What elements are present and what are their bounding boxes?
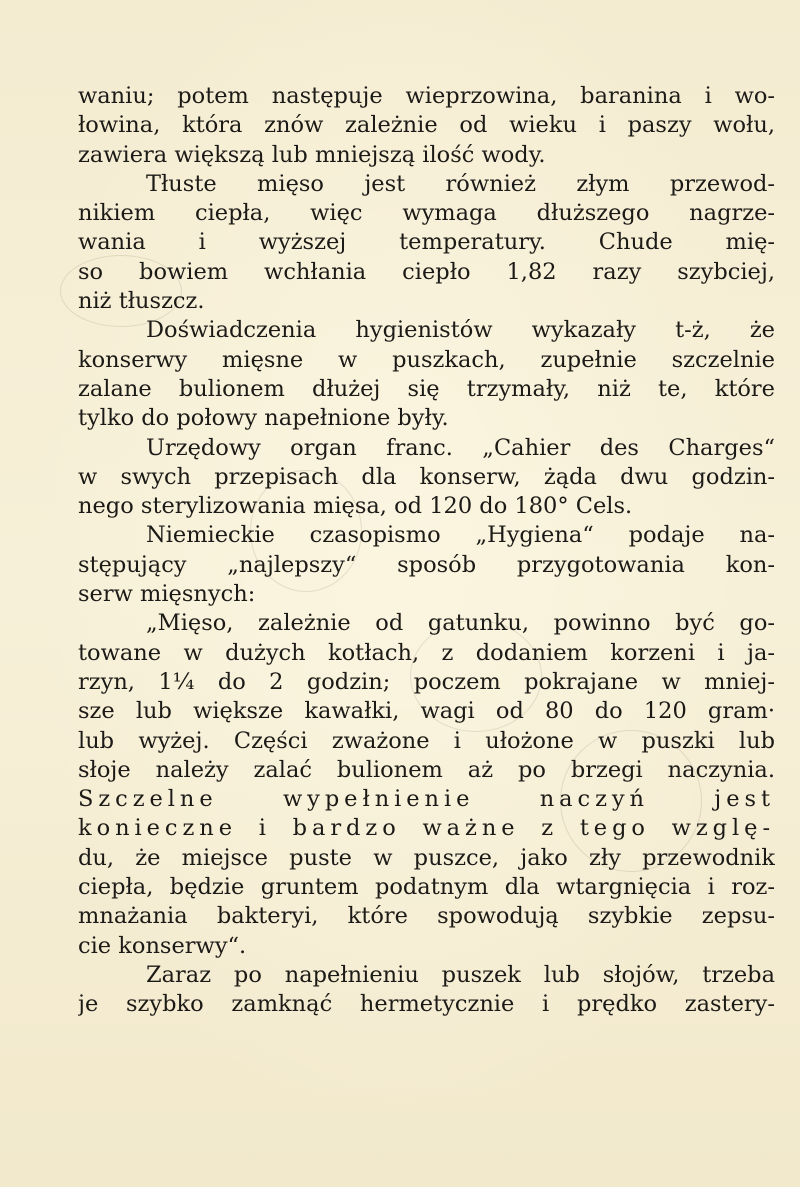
paragraph-start: Urzędowy organ franc. „Cahier des Charges“	[146, 434, 775, 461]
text-line: so bowiem wchłania ciepło 1,82 razy szybciej,	[78, 258, 775, 285]
text-line: łowina, która znów zależnie od wieku i paszy wołu,	[78, 112, 775, 139]
text-line: nego sterylizowania mięsa, od 120 do 180° Cels.	[78, 493, 633, 520]
text-line: je szybko zamknąć hermetycznie i prędko zastery-	[78, 991, 775, 1018]
text-line: zalane bulionem dłużej się trzymały, niż te, które	[78, 375, 775, 402]
quote-start: „Mięso, zależnie od gatunku, powinno być go-	[146, 610, 775, 637]
text-line: nikiem ciepła, więc wymaga dłuższego nagrze-	[78, 200, 775, 227]
text-line: w swych przepisach dla konserw, żąda dwu godzin-	[78, 463, 775, 490]
text-line: ciepła, będzie gruntem podatnym dla wtargnięcia i roz-	[78, 874, 775, 901]
text-line: towane w dużych kotłach, z dodaniem korzeni i ja-	[78, 639, 775, 666]
text-line: serw mięsnych:	[78, 581, 256, 608]
paragraph-start: Niemieckie czasopismo „Hygiena“ podaje na-	[146, 522, 775, 549]
text-line: du, że miejsce puste w puszce, jako zły przewodnik	[78, 844, 775, 871]
text-line: słoje należy zalać bulionem aż po brzegi naczynia.	[78, 756, 775, 783]
text-line: cie konserwy“.	[78, 932, 247, 959]
text-line: lub wyżej. Części zważone i ułożone w puszki lub	[78, 727, 775, 754]
text-line: mnażania bakteryi, które spowodują szybkie zepsu-	[78, 903, 775, 930]
text-line-spaced: Tłuste mięso jest również złym przewod-	[146, 170, 775, 197]
text-line: niż tłuszcz.	[78, 288, 205, 315]
text-line: konserwy mięsne w puszkach, zupełnie szczelnie	[78, 346, 775, 373]
paragraph-start: Zaraz po napełnieniu puszek lub słojów, trzeba	[146, 961, 775, 988]
text-line-spaced: konieczne i bardzo ważne z tego wzglę-	[78, 815, 775, 842]
body-text	[78, 82, 775, 1020]
text-line: zawiera większą lub mniejszą ilość wody.	[78, 141, 546, 168]
text-line: waniu; potem następuje wieprzowina, baranina i wo-	[78, 83, 775, 109]
text-line: wania i wyższej temperatury. Chude mię-	[78, 229, 775, 256]
paragraph-start: Doświadczenia hygienistów wykazały t-ż, że	[146, 317, 775, 344]
text-line: tylko do połowy napełnione były.	[78, 405, 449, 432]
text-line-spaced: Szczelne wypełnienie naczyń jest	[78, 786, 775, 813]
text-line: sze lub większe kawałki, wagi od 80 do 120 gram·	[78, 698, 775, 725]
text-line: rzyn, 1¼ do 2 godzin; poczem pokrajane w mniej-	[78, 668, 775, 695]
text-line: stępujący „najlepszy“ sposób przygotowania kon-	[78, 551, 775, 578]
